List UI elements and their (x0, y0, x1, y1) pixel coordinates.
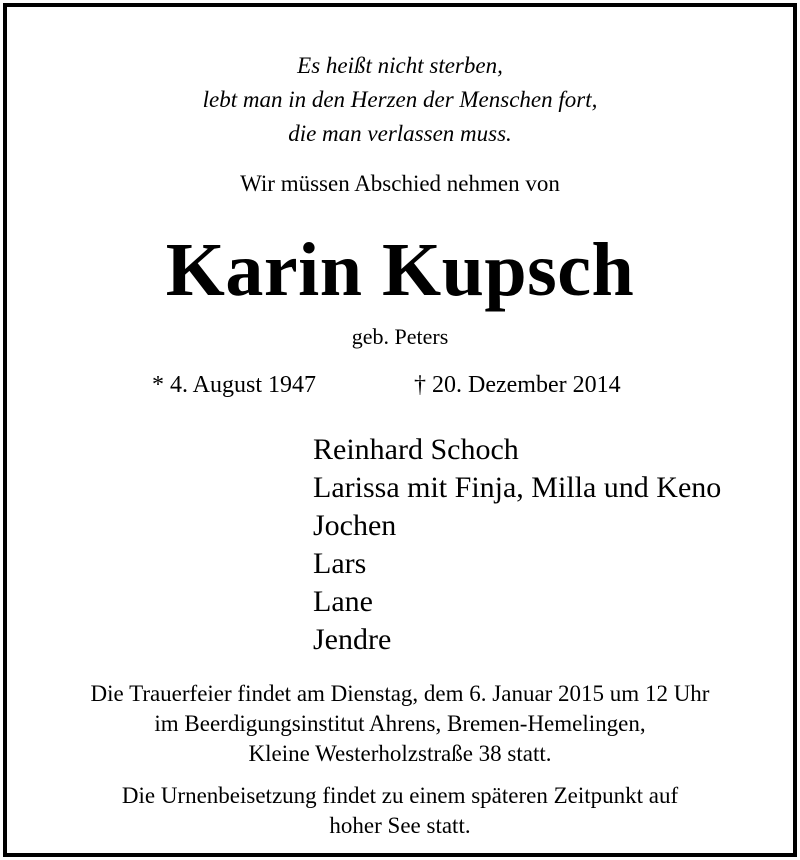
farewell-intro: Wir müssen Abschied nehmen von (240, 171, 560, 196)
service-line: im Beerdigungsinstitut Ahrens, Bremen-Hemelingen, (154, 711, 646, 736)
mourner-name: Jendre (313, 623, 392, 656)
deceased-name: Karin Kupsch (165, 228, 635, 312)
mourners-list (313, 431, 721, 659)
death-date: † 20. Dezember 2014 (414, 372, 621, 398)
mourner-name: Lane (313, 585, 373, 618)
maiden-name: geb. Peters (351, 324, 449, 349)
mourner-name: Lars (313, 547, 367, 580)
quote-line: Es heißt nicht sterben, (297, 53, 503, 78)
service-line: Kleine Westerholzstraße 38 statt. (248, 741, 552, 766)
service-line: Die Trauerfeier findet am Dienstag, dem 6. Januar 2015 um 12 Uhr (90, 681, 710, 706)
urn-line: Die Urnenbeisetzung findet zu einem späteren Zeitpunkt auf (121, 783, 679, 808)
mourner-name: Reinhard Schoch (313, 433, 519, 466)
quote-line: die man verlassen muss. (288, 121, 512, 146)
urn-burial-info (7, 781, 793, 841)
quote-line: lebt man in den Herzen der Menschen fort, (202, 87, 598, 112)
birth-date: * 4. August 1947 (152, 372, 317, 398)
obituary-notice (3, 3, 797, 857)
memorial-quote (7, 49, 793, 151)
mourner-name: Larissa mit Finja, Milla und Keno (313, 471, 722, 504)
urn-line: hoher See statt. (329, 813, 471, 838)
mourner-name: Jochen (313, 509, 397, 542)
funeral-service-info (7, 679, 793, 769)
